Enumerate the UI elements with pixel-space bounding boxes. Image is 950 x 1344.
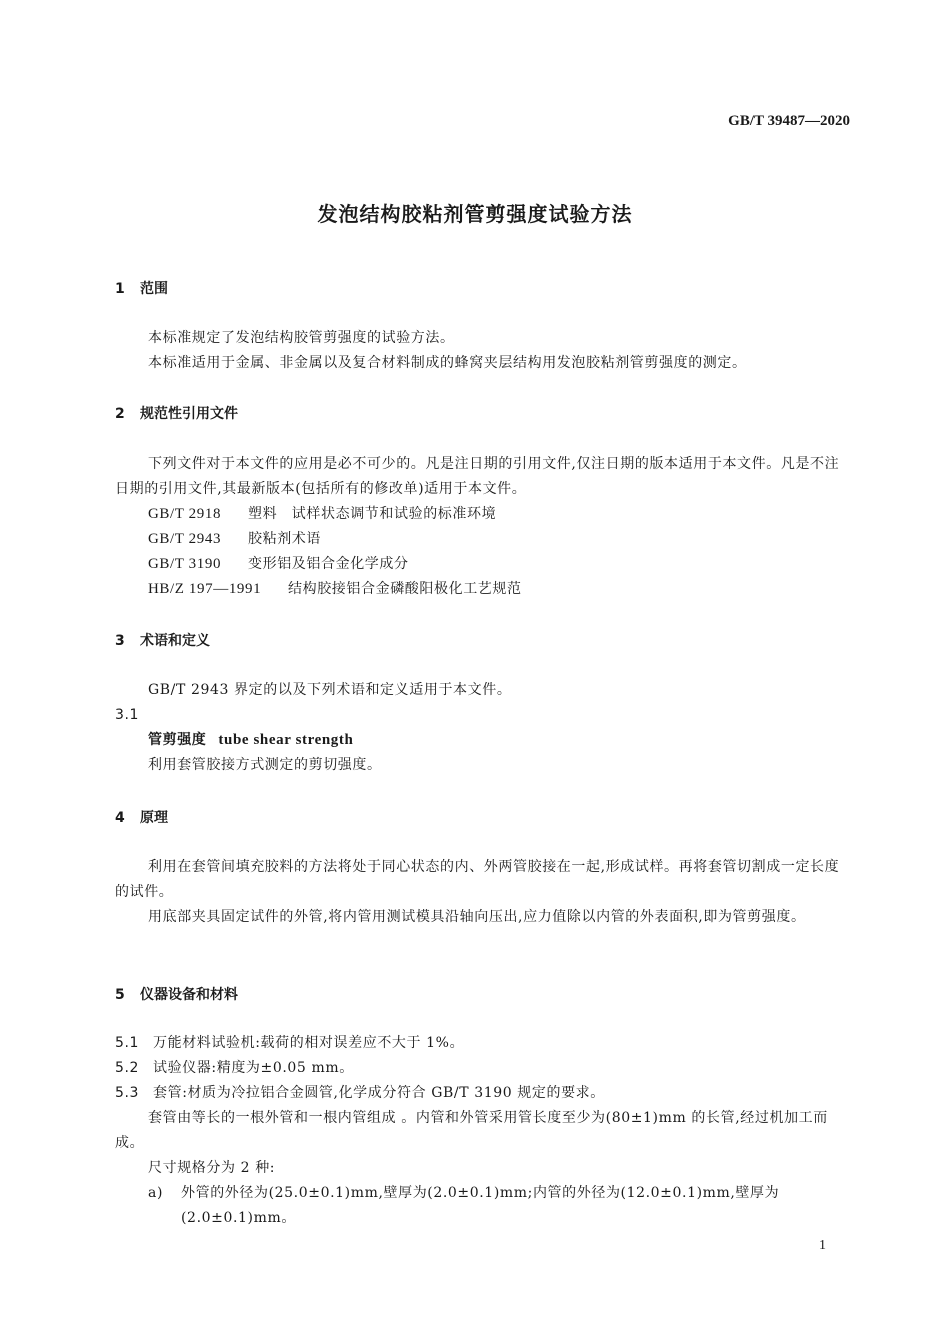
clause-number: 5.2 [115,1060,140,1076]
section-4-body [115,855,850,930]
section-4 [115,808,850,828]
section-number: 2 [115,406,125,422]
section-number: 3 [115,633,125,649]
standard-code: GB/T 39487—2020 [728,113,850,129]
term-definition: 利用套管胶接方式测定的剪切强度。 [148,757,382,773]
section-2-body [115,452,850,602]
reference-title: 胶粘剂术语 [248,531,321,547]
reference-title: 结构胶接铝合金磷酸阳极化工艺规范 [288,581,522,597]
clause-5-3 [115,1081,850,1106]
section-number: 4 [115,810,125,826]
section-1-body [115,326,850,376]
page-number: 1 [819,1238,826,1253]
reference-item [115,502,850,527]
paragraph: 本标准规定了发泡结构胶管剪强度的试验方法。 [148,330,455,346]
reference-item [115,577,850,602]
section-number: 5 [115,987,125,1003]
section-3-heading [115,631,850,651]
list-label: a) [148,1185,164,1201]
section-5 [115,985,850,1005]
clause-5-2 [115,1056,850,1081]
list-text: 外管的外径为(25.0±0.1)mm,壁厚为(2.0±0.1)mm;内管的外径为(12.0±0.1)mm,壁厚为 [181,1185,780,1201]
reference-title: 塑料 试样状态调节和试验的标准环境 [248,506,497,522]
section-title: 术语和定义 [140,633,210,649]
clause-number: 5.1 [115,1035,140,1051]
section-3 [115,631,850,651]
reference-code: GB/T 2918 [148,506,222,522]
clause-text: 试验仪器:精度为±0.05 mm。 [153,1060,354,1076]
document-title: 发泡结构胶粘剂管剪强度试验方法 [317,202,633,226]
section-title: 仪器设备和材料 [140,987,238,1003]
paragraph: 用底部夹具固定试件的外管,将内管用测试模具沿轴向压出,应力值除以内管的外表面积,即为管剪强度。 [148,909,806,925]
clause-number: 5.3 [115,1085,140,1101]
reference-code: GB/T 3190 [148,556,222,572]
clause-number: 3.1 [115,707,140,723]
clause-text: 万能材料试验机:载荷的相对误差应不大于 1%。 [153,1035,465,1051]
term-chinese: 管剪强度 [148,732,207,748]
list-item-a [115,1181,850,1206]
paragraph: 利用在套管间填充胶料的方法将处于同心状态的内、外两管胶接在一起,形成试样。再将套管切割成一定长度的试件。 [115,859,840,900]
section-3-body [115,678,850,778]
reference-item [115,552,850,577]
section-number: 1 [115,281,125,297]
paragraph: 尺寸规格分为 2 种: [148,1160,276,1176]
clause-5-1 [115,1031,850,1056]
paragraph: 下列文件对于本文件的应用是必不可少的。凡是注日期的引用文件,仅注日期的版本适用于本文件。凡是不注日期的引用文件,其最新版本(包括所有的修改单)适用于本文件。 [115,456,840,497]
section-4-heading [115,808,850,828]
reference-title: 变形铝及铝合金化学成分 [248,556,409,572]
section-2 [115,404,850,424]
clause-text: 套管:材质为冷拉铝合金圆管,化学成分符合 GB/T 3190 规定的要求。 [153,1085,605,1101]
section-5-heading [115,985,850,1005]
reference-code: GB/T 2943 [148,531,222,547]
reference-code: HB/Z 197—1991 [148,581,262,597]
section-1 [115,279,850,299]
term-entry [115,728,850,753]
section-2-heading [115,404,850,424]
section-5-body [115,1031,850,1231]
section-1-heading [115,279,850,299]
section-title: 范围 [140,281,168,297]
list-item-a-continuation: (2.0±0.1)mm。 [181,1210,296,1226]
section-title: 规范性引用文件 [140,406,238,422]
section-title: 原理 [140,810,168,826]
term-number [115,703,850,728]
reference-item [115,527,850,552]
paragraph: GB/T 2943 界定的以及下列术语和定义适用于本文件。 [148,682,512,698]
paragraph: 套管由等长的一根外管和一根内管组成 。内管和外管采用管长度至少为(80±1)mm 的长管,经过机加工而成。 [115,1110,828,1151]
term-english: tube shear strength [218,732,354,748]
paragraph: 本标准适用于金属、非金属以及复合材料制成的蜂窝夹层结构用发泡胶粘剂管剪强度的测定。 [148,355,747,371]
